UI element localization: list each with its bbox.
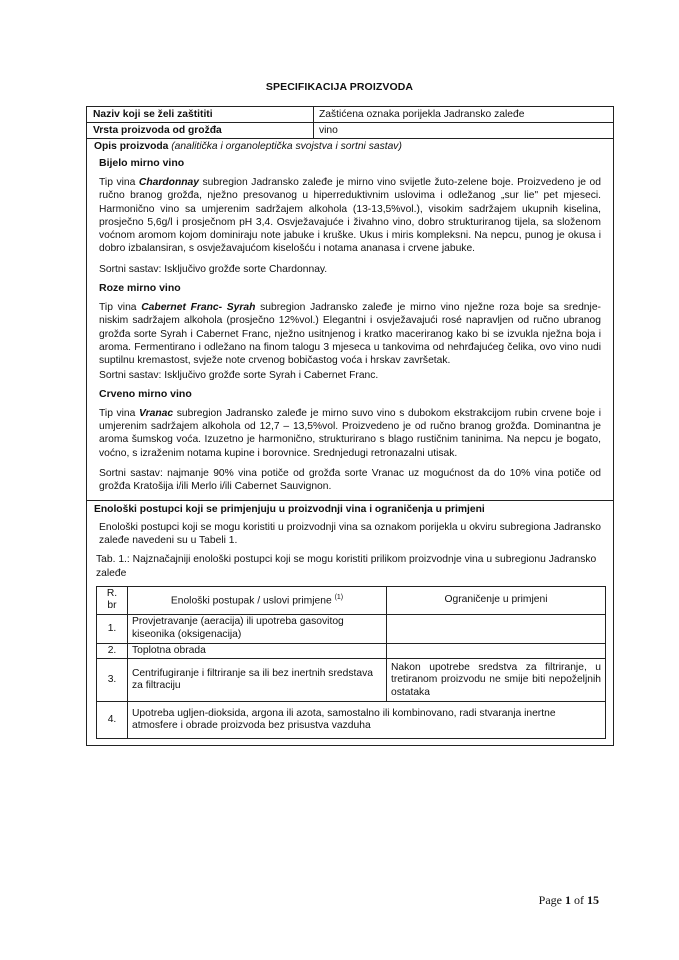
row-postupak: Provjetravanje (aeracija) ili upotreba gasovitog kiseonika (oksigenacija) bbox=[128, 614, 387, 643]
col-postupak-header: Enološki postupak / uslovi primjene $^{(1)}$ bbox=[128, 586, 387, 614]
col-ogranicenje-header: Ograničenje u primjeni bbox=[387, 586, 606, 614]
row-number: 4. bbox=[97, 702, 128, 739]
row-ogranicenje bbox=[387, 614, 606, 643]
row-vrsta bbox=[87, 123, 613, 139]
page-title: SPECIFIKACIJA PROIZVODA bbox=[265, 81, 414, 93]
page-footer: Page 1 of 15 bbox=[538, 893, 599, 907]
vrsta-label: Vrsta proizvoda od grožđa bbox=[87, 123, 314, 138]
roze-sastav: Sortni sastav: Isključivo grožđe sorte Syrah i Cabernet Franc. bbox=[99, 369, 379, 381]
naziv-label: Naziv koji se želi zaštititi bbox=[87, 107, 314, 122]
enoloski-caption: Tab. 1.: Najznačajniji enološki postupci koji se mogu koristiti prilikom proizvodnje vina u subregionu Jadransko zaleđe bbox=[96, 554, 597, 579]
row-ogranicenje bbox=[387, 643, 606, 659]
bijelo-sastav: Sortni sastav: Isključivo grožđe sorte Chardonnay. bbox=[99, 263, 328, 275]
roze-title: Roze mirno vino bbox=[99, 282, 181, 295]
naziv-value: Zaštićena oznaka porijekla Jadransko zaleđe bbox=[319, 109, 525, 120]
enoloski-heading: Enološki postupci koji se primjenjuju u proizvodnji vina i ograničenja u primjeni bbox=[94, 503, 485, 515]
table-row bbox=[97, 702, 606, 739]
table-row bbox=[97, 614, 606, 643]
row-naziv bbox=[87, 107, 613, 123]
roze-description: Tip vina Cabernet Franc- Syrah subregion Jadransko zaleđe je mirno vino nježne roza boje sa srednje-niskim sadržajem alkohola (prosječno 12%vol.) Elegantni i osvježavajući rosé napravljen od ručno ubranog grožđa sorte Syrah i Cabernet Franc, nježno usitnjenog i kratko maceriranog kako bi se izvukla nježna boja i aroma. Fermentirano i odležano na finom talogu 3 mjeseca u tankovima od nehrđajućeg čelika, ovo vino nudi suptilnu kremastost, svježe note crvenog bobičastog voća i hrskav završetak. bbox=[99, 302, 601, 367]
crveno-description: Tip vina Vranac subregion Jadransko zaleđe je mirno suvo vino s dubokom ekstrakcijom rubin crvene boje i umjerenim sadržajem alkohola od 12,7 – 13,5%vol. Proizvedeno je od ručno branog grožđa. Dominantna je aroma šumskog voća. Izuzetno je harmonično, strukturirano s blago rustičnim taninima. Na nepcu je bogato, voćno, s izraženim notama kupine i borovnice. Srednjedugi retronazalni utisak. bbox=[99, 407, 601, 459]
row-postupak: Toplotna obrada bbox=[128, 643, 387, 659]
specification-table bbox=[86, 106, 614, 746]
row-enoloski bbox=[87, 501, 613, 740]
opis-heading: Opis proizvoda (analitička i organoleptička svojstva i sortni sastav) bbox=[94, 141, 402, 152]
row-number: 1. bbox=[97, 614, 128, 643]
vrsta-value: vino bbox=[319, 125, 338, 136]
enoloski-postupci-table bbox=[96, 586, 606, 740]
table-row bbox=[97, 643, 606, 659]
row-opis bbox=[87, 139, 613, 501]
row-postupak: Centrifugiranje i filtriranje sa ili bez inertnih sredstava za filtraciju bbox=[128, 659, 387, 702]
row-number: 2. bbox=[97, 643, 128, 659]
crveno-sastav: Sortni sastav: najmanje 90% vina potiče od grožđa sorte Vranac uz mogućnost da do 10% vina potiče od grožđa Kratošija i/ili Merlo i/ili Cabernet Sauvignon. bbox=[99, 468, 601, 493]
table-row bbox=[97, 659, 606, 702]
table-header-row bbox=[97, 586, 606, 614]
crveno-title: Crveno mirno vino bbox=[99, 387, 192, 400]
row-ogranicenje: Nakon upotrebe sredstva za filtriranje, u tretiranom proizvodu ne smije biti nepoželjnih ostataka bbox=[387, 659, 606, 702]
row-postupak: Upotreba ugljen-dioksida, argona ili azota, samostalno ili kombinovano, radi stvaranja inertne atmosfere i obrade proizvoda bez prisustva vazduha bbox=[128, 702, 606, 739]
col-rbr-header: R. br bbox=[97, 586, 128, 614]
row-number: 3. bbox=[97, 659, 128, 702]
bijelo-title: Bijelo mirno vino bbox=[99, 157, 185, 169]
bijelo-description: Tip vina Chardonnay subregion Jadransko zaleđe je mirno vino svijetle žuto-zelene boje. Proizvedeno je od ručno branog grožđa, nježno presovanog u hiperreduktivnim uslovima i odležanog „sur lie" pet mjeseci. Harmonično vino sa umjerenim sadržajem alkohola (13-13,5%vol.), visokim sadržajem ukupnih kiselina, prosječno 5,6g/l i prosječnom pH 3,4. Osvježavajuće i živahno vino, dobro strukturiranog tijela, sa složenom voćnom aromom kojom dominiraju note jabuke i kruške. Ukus i miris kompleksni. Na nepcu, punog je okusa i dobro izbalansiran, s osvježavajućom kiselošću i notama ananasa i crvene jabuke. bbox=[99, 177, 601, 255]
enoloski-intro: Enološki postupci koji se mogu koristiti u proizvodnji vina sa oznakom porijekla u okviru subregiona Jadransko zaleđe navedeni su u Tabeli 1. bbox=[99, 521, 601, 546]
